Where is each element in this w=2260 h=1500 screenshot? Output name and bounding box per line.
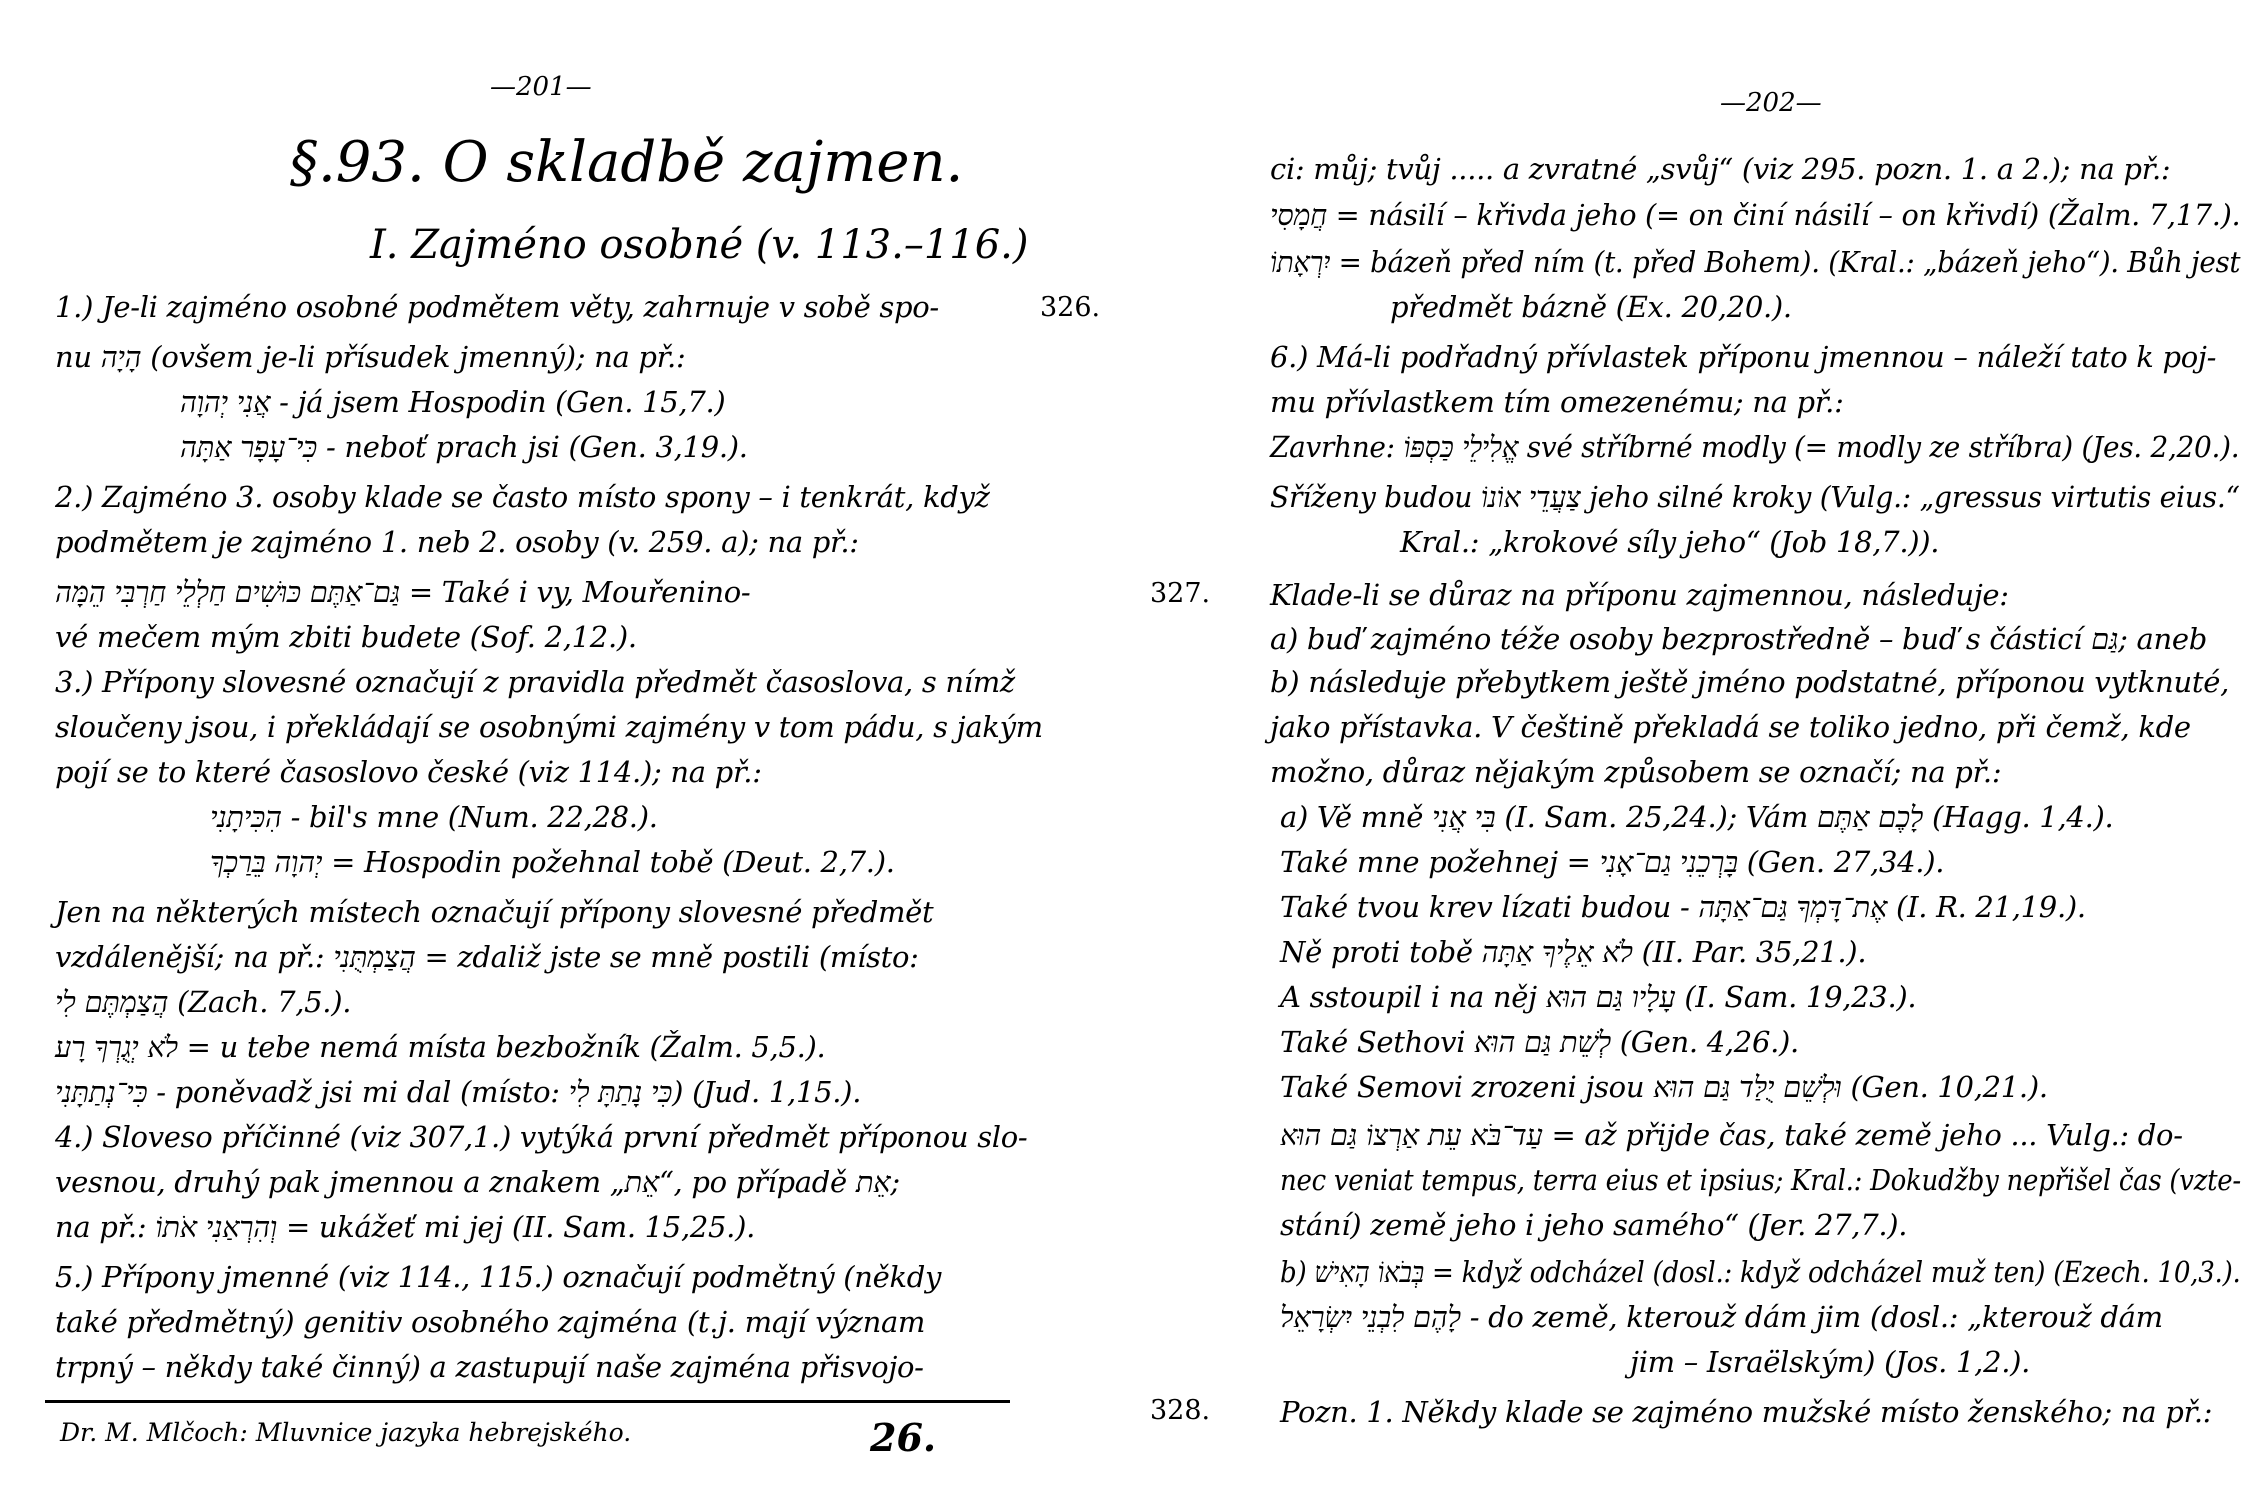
text-line: podmětem je zajméno 1. neb 2. osoby (v. 259. a); na př.:	[55, 525, 859, 559]
text-line: vé mečem mým zbiti budete (Sof. 2,12.).	[55, 620, 637, 654]
text-line: A sstoupil i na něj עָלָיו גַּם הוּא (I. Sam. 19,23.).	[1280, 980, 1917, 1014]
margin-number: 328.	[1150, 1395, 1211, 1426]
text-line: b) následuje přebytkem ještě jméno podstatné, příponou vytknuté,	[1270, 665, 2229, 699]
text-line: trpný – někdy také činný) a zastupují naše zajména přisvojo-	[55, 1350, 924, 1384]
text-line: גַּם־אַתֶּם כּוּשִׁים חַלְלֵי חַרְבִּי הֵמָּה = Také i vy, Mouřenino-	[55, 575, 751, 609]
page-number: —201—	[490, 72, 592, 102]
text-line: עַד־בֹּא עֵת אַרְצוֹ גַּם הוּא = až přijde čas, také země jeho ... Vulg.: do-	[1280, 1118, 2183, 1152]
margin-number: 326.	[1040, 292, 1101, 323]
text-line: jim – Israëlským) (Jos. 1,2.).	[1630, 1345, 2031, 1379]
text-line: הִכִּיתָנִי - bil's mne (Num. 22,28.).	[210, 800, 658, 834]
text-line: b) בְּבֹאוֹ הָאִישׁ = když odcházel (dosl.: když odcházel muž ten) (Ezech. 10,3.).	[1280, 1255, 2241, 1289]
text-line: Kral.: „krokové síly jeho“ (Job 18,7.)).	[1400, 525, 1940, 559]
text-line: 3.) Přípony slovesné označují z pravidla předmět časoslova, s nímž	[55, 665, 1015, 699]
section-title: §.93. O skladbě zajmen.	[290, 130, 964, 195]
text-line: Jen na některých místech označují přípony slovesné předmět	[55, 895, 934, 929]
footer-rule	[45, 1400, 1010, 1403]
text-line: Sříženy budou צַעֲדֵי אוֹנוֹ jeho silné kroky (Vulg.: „gressus virtutis eius.“	[1270, 480, 2240, 514]
text-line: také předmětný) genitiv osobného zajména (t.j. mají význam	[55, 1305, 926, 1339]
margin-number: 327.	[1150, 578, 1211, 609]
text-line: 6.) Má-li podřadný přívlastek příponu jmennou – náleží tato k poj-	[1270, 340, 2217, 374]
text-line: nec veniat tempus, terra eius et ipsius; Kral.: Dokudžby nepřišel čas (vzte-	[1280, 1163, 2241, 1197]
signature-number: 26.	[870, 1415, 937, 1460]
text-line: vesnou, druhý pak jmennou a znakem „אֵת“, po případě אֵת;	[55, 1165, 900, 1199]
footer-author: Dr. M. Mlčoch: Mluvnice jazyka hebrejského.	[60, 1418, 632, 1447]
text-line: Také tvou krev lízati budou - אֶת־דָּמְךָ גַּם־אַתָּה (I. R. 21,19.).	[1280, 890, 2086, 924]
text-line: sloučeny jsou, i překládají se osobnými zajmény v tom pádu, s jakým	[55, 710, 1043, 744]
page-number: —202—	[1720, 88, 1822, 118]
text-line: הֲצַמְתֶּם לִי (Zach. 7,5.).	[55, 985, 352, 1019]
text-line: Ně proti tobě לֹא אֵלֶיךָ אַתָּה (II. Par. 35,21.).	[1280, 935, 1867, 969]
text-line: Pozn. 1. Někdy klade se zajméno mužské místo ženského; na př.:	[1280, 1395, 2213, 1429]
text-line: možno, důraz nějakým způsobem se označí; na př.:	[1270, 755, 2002, 789]
section-subtitle: I. Zajméno osobné (v. 113.–116.)	[370, 222, 1029, 268]
text-line: předmět bázně (Ex. 20,20.).	[1390, 290, 1792, 324]
text-line: לֹא יְגֻרְךָ רָע = u tebe nemá místa bezbožník (Žalm. 5,5.).	[55, 1030, 826, 1064]
text-line: Také Sethovi לְשֵׁת גַּם הוּא (Gen. 4,26.).	[1280, 1025, 1799, 1059]
text-line: 4.) Sloveso příčinné (viz 307,1.) vytýká první předmět příponou slo-	[55, 1120, 1028, 1154]
text-line: חֲמָסִי = násilí – křivda jeho (= on činí násilí – on křivdí) (Žalm. 7,17.).	[1270, 198, 2241, 232]
text-line: jako přístavka. V češtině překladá se toliko jedno, při čemž, kde	[1270, 710, 2191, 744]
text-line: 2.) Zajméno 3. osoby klade se často místo spony – i tenkrát, když	[55, 480, 990, 514]
text-line: a) buď zajméno téže osoby bezprostředně – buď s částicí גַּם; aneb	[1270, 622, 2208, 656]
text-line: mu přívlastkem tím omezenému; na př.:	[1270, 385, 1844, 419]
text-line: 5.) Přípony jmenné (viz 114., 115.) označují podmětný (někdy	[55, 1260, 942, 1294]
text-line: vzdálenější; na př.: הֲצַמְתֻּנִי = zdaliž jste se mně postili (místo:	[55, 940, 919, 974]
text-line: 1.) Je-li zajméno osobné podmětem věty, zahrnuje v sobě spo-	[55, 290, 939, 324]
text-line: אֲנִי יְהוָה - já jsem Hospodin (Gen. 15,7.)	[180, 385, 726, 419]
text-line: כִּי־נְתַתָּנִי - poněvadž jsi mi dal (místo: כִּי נָתַתָּ לִי) (Jud. 1,15.).	[55, 1075, 862, 1109]
text-line: Také mne požehnej = בָּרְכֵנִי גַם־אָנִי (Gen. 27,34.).	[1280, 845, 1945, 879]
text-line: stání) země jeho i jeho samého“ (Jer. 27,7.).	[1280, 1208, 1908, 1242]
text-line: יִרְאָתוֹ = bázeň před ním (t. před Bohem). (Kral.: „bázeň jeho“). Bůh jest	[1270, 245, 2241, 279]
text-line: ci: můj; tvůj ..... a zvratné „svůj“ (viz 295. pozn. 1. a 2.); na př.:	[1270, 152, 2171, 186]
text-line: כִּי־עָפָר אַתָּה - neboť prach jsi (Gen. 3,19.).	[180, 430, 748, 464]
text-line: nu הָיָה (ovšem je-li přísudek jmenný); na př.:	[55, 340, 686, 374]
text-line: Zavrhne: אֱלִילֵי כַּסְפּוֹ své stříbrné modly (= modly ze stříbra) (Jes. 2,20.).	[1270, 430, 2240, 464]
text-line: יְהוָה בֵּרַכְךָ = Hospodin požehnal tobě (Deut. 2,7.).	[210, 845, 895, 879]
text-line: Také Semovi zrozeni jsou וּלְשֵׁם יֻלַּד גַּם הוּא (Gen. 10,21.).	[1280, 1070, 2048, 1104]
text-line: na př.: וְהִרְאַנִי אֹתוֹ = ukážeť mi jej (II. Sam. 15,25.).	[55, 1210, 756, 1244]
text-line: pojí se to které časoslovo české (viz 114.); na př.:	[55, 755, 762, 789]
text-line: a) Vě mně בִּי אֲנִי (I. Sam. 25,24.); Vám לָכֶם אַתֶּם (Hagg. 1,4.).	[1280, 800, 2114, 834]
text-line: לָהֶם לִבְנֵי יִשְׂרָאֵל - do země, kterouž dám jim (dosl.: „kterouž dám	[1280, 1300, 2163, 1334]
left-page	[0, 0, 1110, 1500]
text-line: Klade-li se důraz na příponu zajmennou, následuje:	[1270, 578, 2009, 612]
right-page	[1150, 0, 2260, 1500]
